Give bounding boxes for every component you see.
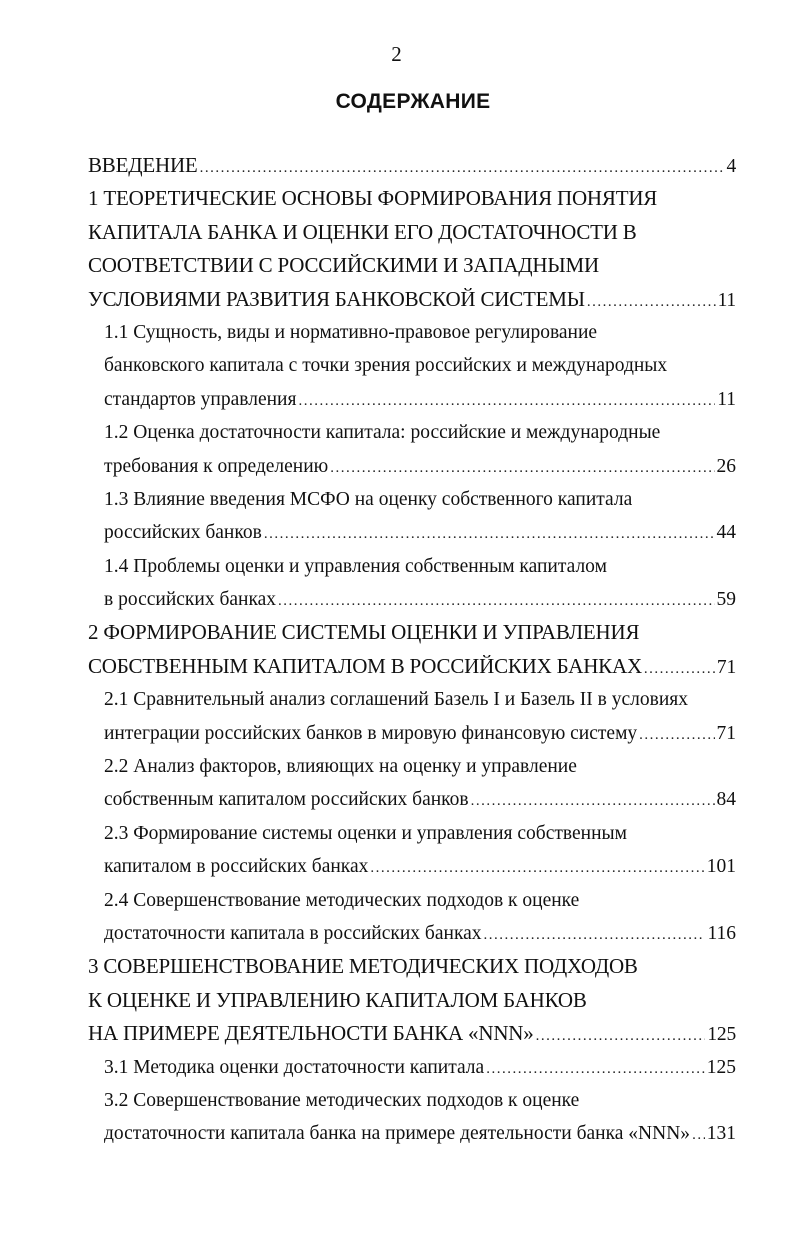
toc-entry-text: банковского капитала с точки зрения российских и международных <box>104 355 668 377</box>
toc-page-number: 116 <box>707 922 736 944</box>
toc-entry[interactable] <box>0 1051 793 1084</box>
toc-title: СОДЕРЖАНИЕ <box>335 90 491 113</box>
toc-entry-text: интеграции российских банков в мировую финансовую систему <box>104 722 638 744</box>
dot-leader <box>471 785 715 818</box>
toc-entry-text: 1.2 Оценка достаточности капитала: российские и международные <box>104 422 661 444</box>
toc-entry-text: в российских банках <box>104 589 277 611</box>
dot-leader <box>330 452 714 485</box>
dot-leader <box>644 653 715 686</box>
toc-entry-text: 2.4 Совершенствование методических подходов к оценке <box>104 889 580 911</box>
toc-entry[interactable] <box>0 1084 793 1151</box>
toc-entry-text: 1 ТЕОРЕТИЧЕСКИЕ ОСНОВЫ ФОРМИРОВАНИЯ ПОНЯТИЯ <box>88 186 658 211</box>
toc-entry-text: НА ПРИМЕРЕ ДЕЯТЕЛЬНОСТИ БАНКА «NNN» <box>88 1021 534 1046</box>
toc-page-number: 71 <box>716 722 736 744</box>
toc-entry-text: СОБСТВЕННЫМ КАПИТАЛОМ В РОССИЙСКИХ БАНКАХ <box>88 653 642 678</box>
toc-entry[interactable] <box>0 182 793 316</box>
dot-leader <box>484 919 706 952</box>
toc-page-number: 101 <box>706 856 736 878</box>
toc-entry-text: 2.3 Формирование системы оценки и управления собственным <box>104 822 627 844</box>
dot-leader <box>692 1119 705 1152</box>
toc-entry-text: требования к определению <box>104 455 329 477</box>
toc-entry[interactable] <box>0 316 793 416</box>
toc-entry-text: собственным капиталом российских банков <box>104 789 469 811</box>
dot-leader <box>536 1020 706 1053</box>
toc-entry[interactable] <box>0 884 793 951</box>
dot-leader <box>264 518 715 551</box>
toc-page-number: 71 <box>716 656 736 678</box>
toc-page-number: 4 <box>726 156 736 177</box>
toc-entry-text: КАПИТАЛА БАНКА И ОЦЕНКИ ЕГО ДОСТАТОЧНОСТИ В <box>88 219 637 244</box>
toc-page-number: 59 <box>716 589 736 611</box>
toc-entry-text: 2 ФОРМИРОВАНИЕ СИСТЕМЫ ОЦЕНКИ И УПРАВЛЕНИЯ <box>88 620 640 645</box>
toc-entry-text: достаточности капитала в российских банках <box>104 922 482 944</box>
toc-page-number: 125 <box>707 1024 736 1046</box>
toc-entry-text: 3.1 Методика оценки достаточности капитала <box>104 1056 485 1078</box>
toc-entry-text: стандартов управления <box>104 388 297 410</box>
toc-page-number: 125 <box>706 1056 736 1078</box>
toc-entry-text: К ОЦЕНКЕ И УПРАВЛЕНИЮ КАПИТАЛОМ БАНКОВ <box>88 987 587 1012</box>
toc-entry[interactable] <box>0 416 793 483</box>
dot-leader <box>370 852 704 885</box>
toc-entry[interactable] <box>0 817 793 884</box>
toc-entry-text: 3.2 Совершенствование методических подходов к оценке <box>104 1089 580 1111</box>
toc-entry[interactable] <box>0 616 793 683</box>
toc-entry-text: капиталом в российских банках <box>104 856 369 878</box>
toc-entry[interactable] <box>0 483 793 550</box>
toc-entry-text: ВВЕДЕНИЕ <box>88 153 198 177</box>
toc-entry-text: УСЛОВИЯМИ РАЗВИТИЯ БАНКОВСКОЙ СИСТЕМЫ <box>88 286 585 311</box>
toc-entry-text: 1.3 Влияние введения МСФО на оценку собственного капитала <box>104 488 633 510</box>
page-number: 2 <box>391 42 402 66</box>
toc-entry[interactable] <box>0 750 793 817</box>
toc-entry-text: 2.1 Сравнительный анализ соглашений Базель I и Базель II в условиях <box>104 689 688 711</box>
toc-page-number: 26 <box>716 455 736 477</box>
dot-leader <box>278 585 714 618</box>
dot-leader <box>639 719 714 752</box>
toc-entry-text: СООТВЕТСТВИИ С РОССИЙСКИМИ И ЗАПАДНЫМИ <box>88 253 599 278</box>
toc-entry-text: 1.4 Проблемы оценки и управления собственным капиталом <box>104 555 607 577</box>
toc-entry[interactable] <box>0 550 793 617</box>
toc-entry-text: 2.2 Анализ факторов, влияющих на оценку и управление <box>104 756 577 778</box>
toc-entry[interactable] <box>0 149 793 182</box>
toc-entry[interactable] <box>0 683 793 750</box>
table-of-contents <box>0 149 793 1151</box>
toc-entry[interactable] <box>0 950 793 1050</box>
dot-leader <box>200 152 725 185</box>
dot-leader <box>587 286 716 319</box>
toc-page-number: 11 <box>717 289 736 311</box>
toc-entry-text: достаточности капитала банка на примере деятельности банка «NNN» <box>104 1123 691 1145</box>
toc-entry-text: российских банков <box>104 522 262 544</box>
toc-entry-text: 1.1 Сущность, виды и нормативно-правовое регулирование <box>104 321 598 343</box>
toc-page-number: 131 <box>706 1123 736 1145</box>
dot-leader <box>298 385 715 418</box>
dot-leader <box>486 1053 705 1086</box>
toc-page-number: 11 <box>717 388 736 410</box>
toc-page-number: 84 <box>716 789 736 811</box>
toc-entry-text: 3 СОВЕРШЕНСТВОВАНИЕ МЕТОДИЧЕСКИХ ПОДХОДОВ <box>88 954 638 979</box>
toc-page-number: 44 <box>716 522 736 544</box>
